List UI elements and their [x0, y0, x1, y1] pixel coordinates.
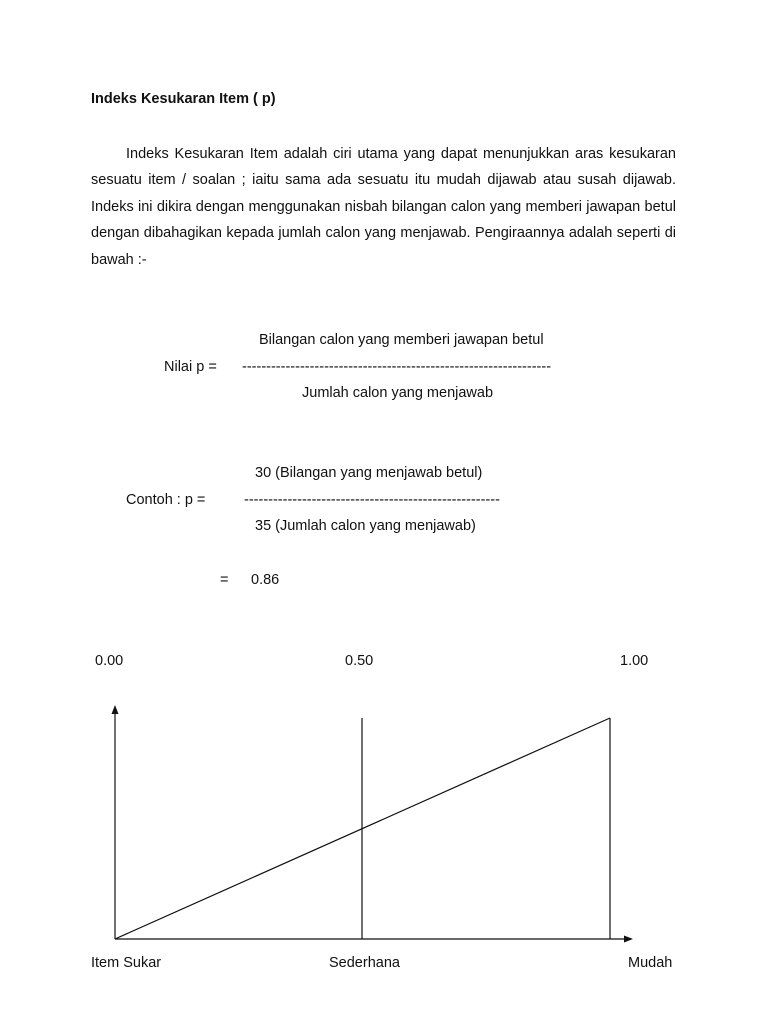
formula-divider: ----------------------------------------------------------------	[242, 359, 552, 375]
label-sederhana: Sederhana	[329, 955, 400, 971]
example-divider: -----------------------------------------------------	[244, 492, 500, 508]
formula-denominator: Jumlah calon yang menjawab	[302, 385, 494, 401]
example-numerator: 30 (Bilangan yang menjawab betul)	[255, 465, 483, 481]
example-result-equals: =	[220, 572, 229, 588]
label-mudah: Mudah	[628, 955, 673, 971]
y-axis-arrowhead	[112, 705, 119, 714]
formula-label: Nilai p =	[164, 359, 217, 375]
example-result-value: 0.86	[251, 572, 280, 588]
x-axis-arrowhead	[624, 936, 633, 943]
page-title: Indeks Kesukaran Item ( p)	[91, 91, 276, 107]
tick-label-mid: 0.50	[345, 653, 374, 669]
tick-label-low: 0.00	[95, 653, 124, 669]
example-label: Contoh : p =	[126, 492, 206, 508]
body-paragraph: Indeks Kesukaran Item adalah ciri utama yang dapat menunjukkan aras kesukaran sesuatu item / soalan ; iaitu sama ada sesuatu itu mudah dijawab atau susah dijawab. Indeks ini dikira dengan menggunakan nisbah bilangan calon yang memberi jawapan betul dengan dibahagikan kepada jumlah calon yang menjawab. Pengiraannya adalah seperti di bawah :-	[91, 146, 676, 268]
tick-label-high: 1.00	[620, 653, 649, 669]
label-item-sukar: Item Sukar	[91, 955, 162, 971]
example-denominator: 35 (Jumlah calon yang menjawab)	[255, 518, 476, 534]
formula-numerator: Bilangan calon yang memberi jawapan betul	[259, 332, 544, 348]
